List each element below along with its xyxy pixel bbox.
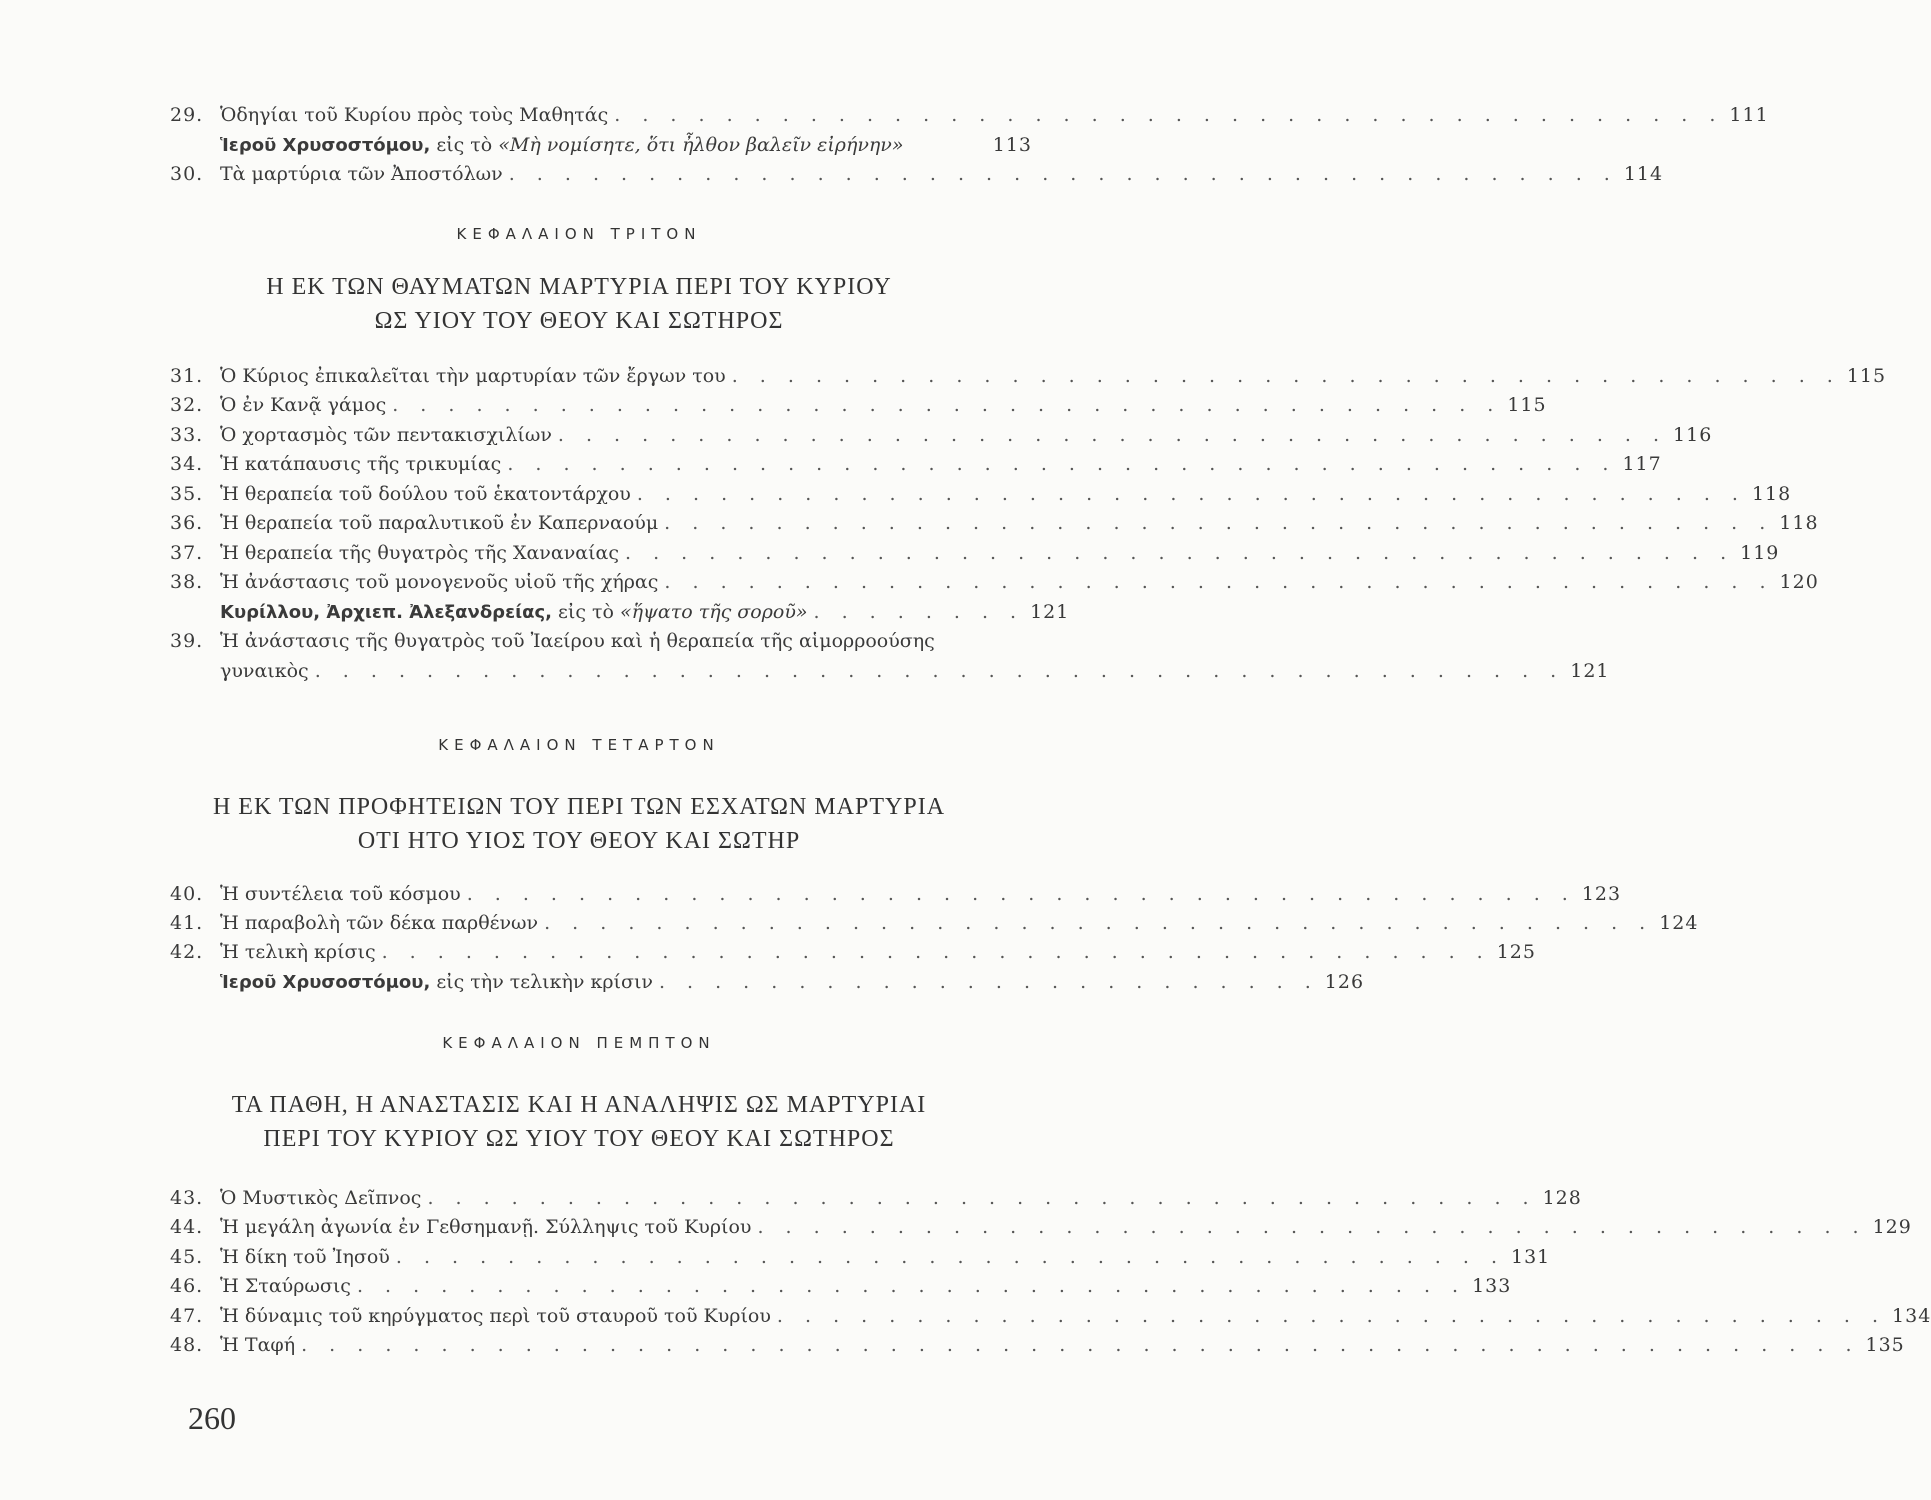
leader-dots: . . . . . . . . . . . . . . . . . . . . . . . . . . . . . . . . . . . . . . . . (395, 1246, 1505, 1268)
chapter-3-label: ΚΕΦΑΛΑΙΟΝ ΤΡΙΤΟΝ (456, 225, 702, 243)
leader-dots: . . . . . . . . . . . . . . . . . . . . . . . . . . . . . . . . . . . . . . . . (466, 883, 1576, 905)
leader-dots: . . . . . . . . . . . . . . . . . . . . . . . . . . . . . . . . . . . . . . . . (356, 1275, 1467, 1297)
toc-entry-34 (170, 450, 1662, 478)
entry-page: 131 (1510, 1246, 1551, 1268)
chapter-5-title-line1: ΤΑ ΠΑΘΗ, Η ΑΝΑΣΤΑΣΙΣ ΚΑΙ Η ΑΝΑΛΗΨΙΣ ΩΣ ΜΑΡΤΥΡΙΑΙ (231, 1092, 927, 1118)
entry-page: 125 (1496, 941, 1536, 963)
toc-entry-chrysostom-1 (170, 131, 1032, 159)
entry-title: Ὁδηγίαι τοῦ Κυρίου πρὸς τοὺς Μαθητάς (220, 104, 609, 126)
entry-number: 40. (170, 883, 204, 905)
toc-entry-39 (170, 627, 1032, 655)
toc-entry-40 (170, 880, 1622, 908)
entry-title: Ἡ ἀνάστασις τοῦ μονογενοῦς υἱοῦ τῆς χήρας (220, 571, 659, 593)
entry-number: 38. (170, 571, 204, 593)
entry-page: 124 (1659, 912, 1699, 934)
toc-entry-31 (170, 362, 1887, 390)
entry-title: Ἡ τελικὴ κρίσις (220, 941, 376, 963)
entry-number: 47. (170, 1305, 204, 1327)
entry-title: Ἡ μεγάλη ἀγωνία ἐν Γεθσημανῇ. Σύλληψις τοῦ Κυρίου (220, 1216, 752, 1238)
leader-dots: . . . . . . . . . . . . . . . . . . . . . . . . . . . . . . . . . . . . . . . . (614, 104, 1724, 126)
toc-entry-39-cont (220, 657, 1610, 685)
entry-number: 46. (170, 1275, 204, 1297)
leader-dots: . . . . . . . . . . . . . . . . . . . . . . . . . . . . . . . . . . . . . . . . (507, 453, 1617, 475)
toc-entry-37 (170, 539, 1780, 567)
entry-number: 35. (170, 483, 204, 505)
entry-number: 42. (170, 941, 204, 963)
entry-number: 41. (170, 912, 204, 934)
entry-number: 31. (170, 365, 204, 387)
toc-entry-36 (170, 509, 1819, 537)
entry-number: 44. (170, 1216, 204, 1238)
leader-dots: . . . . . . . . . . . . . . . . . . . . . . . . (658, 971, 1319, 993)
entry-number: 30. (170, 163, 204, 185)
entry-author: Κυρίλλου, Ἀρχιεπ. Ἀλεξανδρείας, (220, 602, 552, 623)
chapter-3-title-line2: ΩΣ ΥΙΟΥ ΤΟΥ ΘΕΟΥ ΚΑΙ ΣΩΤΗΡΟΣ (374, 308, 784, 334)
chapter-3-title-line1: Η ΕΚ ΤΩΝ ΘΑΥΜΑΤΩΝ ΜΑΡΤΥΡΙΑ ΠΕΡΙ ΤΟΥ ΚΥΡΙΟΥ (266, 274, 892, 300)
toc-entry-29 (170, 101, 1769, 129)
entry-title: Ἡ κατάπαυσις τῆς τρικυμίας (220, 453, 502, 475)
entry-title: Ἡ ἀνάστασις τῆς θυγατρὸς τοῦ Ἰαείρου καὶ ἡ θεραπεία τῆς αἱμορροούσης (220, 630, 935, 652)
entry-page: 118 (1751, 483, 1792, 505)
toc-entry-38 (170, 568, 1819, 596)
entry-title: εἰς τὴν τελικὴν κρίσιν (430, 971, 653, 993)
entry-title: Ἡ συντέλεια τοῦ κόσμου (220, 883, 461, 905)
leader-dots: . . . . . . . . . . . . . . . . . . . . . . . . . . . . . . . . . . . . . . . . . . . . . . . . . . . . . . . . (301, 1334, 1860, 1356)
entry-page: 116 (1673, 424, 1713, 446)
toc-entry-33 (170, 421, 1713, 449)
toc-entry-chrysostom-2 (170, 968, 1365, 996)
leader-dots: . . . . . . . . . . . . . . . . . . . . . . . . . . . . . . . . . . . . . . . . (757, 1216, 1867, 1238)
leader-dots: . . . . . . . . . . . . . . . . . . . . . . . . . . . . . . . . . . . . . . . . (544, 912, 1654, 934)
toc-entry-43 (170, 1184, 1582, 1212)
entry-page: 114 (1623, 163, 1664, 185)
entry-title: Ὁ χορτασμὸς τῶν πεντακισχιλίων (220, 424, 552, 446)
toc-entry-32 (170, 391, 1547, 419)
entry-number: 29. (170, 104, 204, 126)
toc-entry-cyril (170, 598, 1070, 626)
entry-title: Ἡ θεραπεία τῆς θυγατρὸς τῆς Χαναναίας (220, 542, 619, 564)
entry-title: Ὁ Μυστικὸς Δεῖπνος (220, 1187, 422, 1209)
entry-number: 43. (170, 1187, 204, 1209)
entry-title: Ἡ δίκη τοῦ Ἰησοῦ (220, 1246, 390, 1268)
entry-quote: «Μὴ νομίσητε, ὅτι ἦλθον βαλεῖν εἰρήνην» (498, 134, 904, 156)
entry-page: 126 (1324, 971, 1365, 993)
entry-title: Ὁ Κύριος ἐπικαλεῖται τὴν μαρτυρίαν τῶν ἔργων του (220, 365, 726, 387)
entry-page: 118 (1779, 512, 1819, 534)
entry-page: 134 (1892, 1305, 1931, 1327)
entry-number: 39. (170, 630, 204, 652)
leader-dots: . . . . . . . . . . . . . . . . . . . . . . . . . . . . . . . . . . . . . . . . (392, 394, 1502, 416)
entry-title: Ἡ παραβολὴ τῶν δέκα παρθένων (220, 912, 539, 934)
leader-dots: . . . . . . . . . . . . . . . . . . . . . . . . . . . . . . . . . . . . . . . . (427, 1187, 1537, 1209)
toc-entry-42 (170, 938, 1536, 966)
entry-page: 117 (1622, 453, 1662, 475)
entry-page: 119 (1740, 542, 1780, 564)
entry-title: Ὁ ἐν Κανᾷ γάμος (220, 394, 387, 416)
chapter-5-title-line2: ΠΕΡΙ ΤΟΥ ΚΥΡΙΟΥ ΩΣ ΥΙΟΥ ΤΟΥ ΘΕΟΥ ΚΑΙ ΣΩΤΗΡΟΣ (263, 1126, 895, 1152)
leader-dots: . . . . . . . . . . . . . . . . . . . . . . . . . . . . . . . . . . . . . . . . (664, 571, 1774, 593)
toc-entry-35 (170, 480, 1792, 508)
entry-title: Ἡ Ταφή (220, 1334, 296, 1356)
leader-dots: . . . . . . . . . . . . . . . . . . . . . . . . . . . . . . . . . . . . . . . . (625, 542, 1735, 564)
leader-dots: . . . . . . . . . . . . . . . . . . . . . . . . . . . . . . . . . . . . . . . . (557, 424, 1668, 446)
leader-dots: . . . . . . . . . . . . . . . . . . . . . . . . . . . . . . . . . . . . . . . . (508, 163, 1618, 185)
entry-title: εἰς τὸ (551, 601, 620, 623)
entry-number: 48. (170, 1334, 204, 1356)
toc-entry-30 (170, 160, 1664, 188)
chapter-4-label: ΚΕΦΑΛΑΙΟΝ ΤΕΤΑΡΤΟΝ (438, 736, 720, 754)
toc-entry-46 (170, 1272, 1512, 1300)
entry-page: 123 (1581, 883, 1622, 905)
leader-dots: . . . . . . . . . . . . . . . . . . . . . . . . . . . . . . . . . . . . . . . . (776, 1305, 1887, 1327)
entry-title: Ἡ θεραπεία τοῦ παραλυτικοῦ ἐν Καπερναούμ (220, 512, 659, 534)
entry-number: 34. (170, 453, 204, 475)
entry-number: 36. (170, 512, 204, 534)
leader-dots: . . . . . . . . . . . . . . . . . . . . . . . . . . . . . . . . . . . . . . . . (636, 483, 1746, 505)
entry-title: Τὰ μαρτύρια τῶν Ἀποστόλων (220, 163, 503, 185)
entry-page: 120 (1779, 571, 1819, 593)
toc-entry-44 (170, 1213, 1912, 1241)
entry-page: 113 (992, 134, 1032, 156)
entry-author: Ἱεροῦ Χρυσοστόμου, (220, 972, 431, 993)
leader-dots: . . . . . . . . (813, 601, 1025, 623)
entry-page: 128 (1542, 1187, 1582, 1209)
entry-page: 129 (1872, 1216, 1912, 1238)
toc-entry-41 (170, 909, 1699, 937)
entry-page: 121 (1030, 601, 1070, 623)
leader-dots: . . . . . . . . . . . . . . . . . . . . . . . . . . . . . . . . . . . . . . . . (731, 365, 1841, 387)
toc-entry-47 (170, 1302, 1931, 1330)
entry-page: 133 (1472, 1275, 1512, 1297)
entry-title: Ἡ θεραπεία τοῦ δούλου τοῦ ἑκατοντάρχου (220, 483, 631, 505)
toc-entry-48 (170, 1331, 1905, 1359)
entry-author: Ἱεροῦ Χρυσοστόμου, (220, 135, 431, 156)
leader-dots: . . . . . . . . . . . . . . . . . . . . . . . . . . . . . . . . . . . . . . . . (381, 941, 1491, 963)
entry-title: εἰς τὸ (430, 134, 499, 156)
entry-number: 33. (170, 424, 204, 446)
chapter-5-label: ΚΕΦΑΛΑΙΟΝ ΠΕΜΠΤΟΝ (442, 1034, 716, 1052)
leader-dots: . . . . . . . . . . . . . . . . . . . . . . . . . . . . . . . . . . . . . . . . (664, 512, 1774, 534)
entry-title: γυναικὸς (220, 660, 309, 682)
leader-dots: . . . . . . . . . . . . . . . . . . . . . . . . . . . . . . . . . . . . . . . . . . . . . (314, 660, 1565, 682)
entry-page: 115 (1507, 394, 1547, 416)
chapter-4-title-line2: ΟΤΙ ΗΤΟ ΥΙΟΣ ΤΟΥ ΘΕΟΥ ΚΑΙ ΣΩΤΗΡ (357, 828, 801, 854)
entry-quote: «ἥψατο τῆς σοροῦ» (620, 601, 808, 623)
entry-number: 32. (170, 394, 204, 416)
chapter-4-title-line1: Η ΕΚ ΤΩΝ ΠΡΟΦΗΤΕΙΩΝ ΤΟΥ ΠΕΡΙ ΤΩΝ ΕΣΧΑΤΩΝ ΜΑΡΤΥΡΙΑ (212, 794, 946, 820)
entry-number: 37. (170, 542, 204, 564)
page-number: 260 (188, 1400, 236, 1436)
entry-title: Ἡ Σταύρωσις (220, 1275, 351, 1297)
entry-title: Ἡ δύναμις τοῦ κηρύγματος περὶ τοῦ σταυροῦ τοῦ Κυρίου (220, 1305, 771, 1327)
toc-entry-45 (170, 1243, 1551, 1271)
entry-page: 121 (1570, 660, 1610, 682)
entry-number: 45. (170, 1246, 204, 1268)
entry-page: 111 (1729, 104, 1769, 126)
entry-page: 115 (1846, 365, 1887, 387)
entry-page: 135 (1865, 1334, 1905, 1356)
